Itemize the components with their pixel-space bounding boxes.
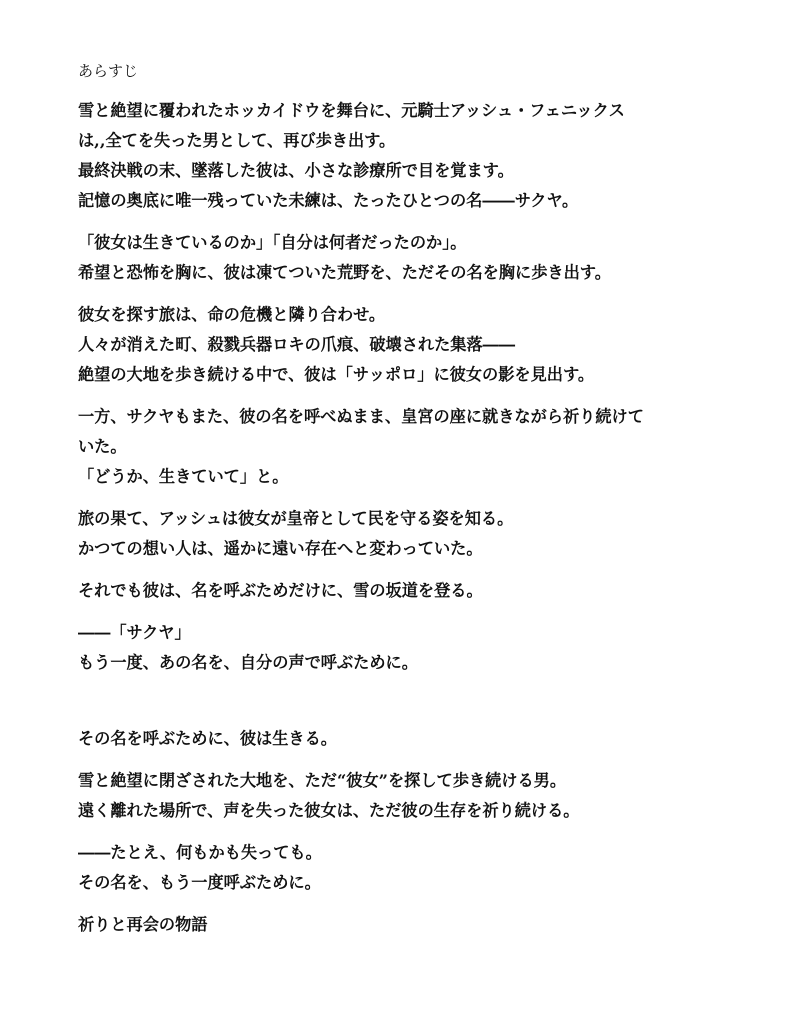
paragraph-questions [78, 228, 768, 288]
text-line: かつての想い人は、遥かに遠い存在へと変わっていた。 [78, 539, 483, 558]
text-line: いた。 [78, 437, 127, 456]
text-line: 希望と恐怖を胸に、彼は凍てついた荒野を、ただその名を胸に歩き出す。 [78, 263, 611, 282]
text-line: 記憶の奥底に唯一残っていた未練は、たったひとつの名――サクヤ。 [78, 191, 579, 210]
text-line: 一方、サクヤもまた、彼の名を呼べぬまま、皇宮の座に就きながら祈り続けて [78, 407, 644, 426]
paragraph-sakuya [78, 402, 768, 492]
text-line: 人々が消えた町、殺戮兵器ロキの爪痕、破壊された集落―― [78, 335, 516, 354]
paragraph-closing [78, 910, 768, 940]
text-line: 「どうか、生きていて」と。 [78, 467, 289, 486]
paragraph-tagline [78, 724, 768, 754]
text-line: 遠く離れた場所で、声を失った彼女は、ただ彼の生存を祈り続ける。 [78, 801, 580, 820]
text-line: 旅の果て、アッシュは彼女が皇帝として民を守る姿を知る。 [78, 509, 514, 528]
section-spacer [78, 690, 768, 724]
text-line: 雪と絶望に閉ざされた大地を、ただ“彼女”を探して歩き続ける男。 [78, 771, 567, 790]
text-line: もう一度、あの名を、自分の声で呼ぶために。 [78, 653, 418, 672]
text-line: 祈りと再会の物語 [78, 915, 208, 934]
text-line: 彼女を探す旅は、命の危機と隣り合わせ。 [78, 305, 386, 324]
text-line: 雪と絶望に覆われたホッカイドウを舞台に、元騎士アッシュ・フェニックス [78, 101, 625, 120]
synopsis-document [78, 60, 768, 952]
document-title: あらすじ [78, 62, 139, 80]
text-line: それでも彼は、名を呼ぶためだけに、雪の坂道を登る。 [78, 581, 483, 600]
paragraph-intro [78, 96, 768, 216]
text-line: ――たとえ、何もかも失っても。 [78, 843, 322, 862]
text-line: 「彼女は生きているのか」「自分は何者だったのか」。 [78, 233, 467, 252]
text-line: 絶望の大地を歩き続ける中で、彼は「サッポロ」に彼女の影を見出す。 [78, 365, 595, 384]
text-line: 最終決戦の末、墜落した彼は、小さな診療所で目を覚ます。 [78, 161, 514, 180]
paragraph-resolve [78, 838, 768, 898]
paragraph-climb [78, 576, 768, 606]
text-line: その名を呼ぶために、彼は生きる。 [78, 729, 337, 748]
paragraph-ending-journey [78, 504, 768, 564]
paragraph-summary [78, 766, 768, 826]
text-line: は,,全てを失った男として、再び歩き出す。 [78, 131, 396, 150]
paragraph-journey [78, 300, 768, 390]
text-line: その名を、もう一度呼ぶために。 [78, 873, 321, 892]
paragraph-call-name [78, 618, 768, 678]
text-line: ――「サクヤ」 [78, 623, 191, 642]
